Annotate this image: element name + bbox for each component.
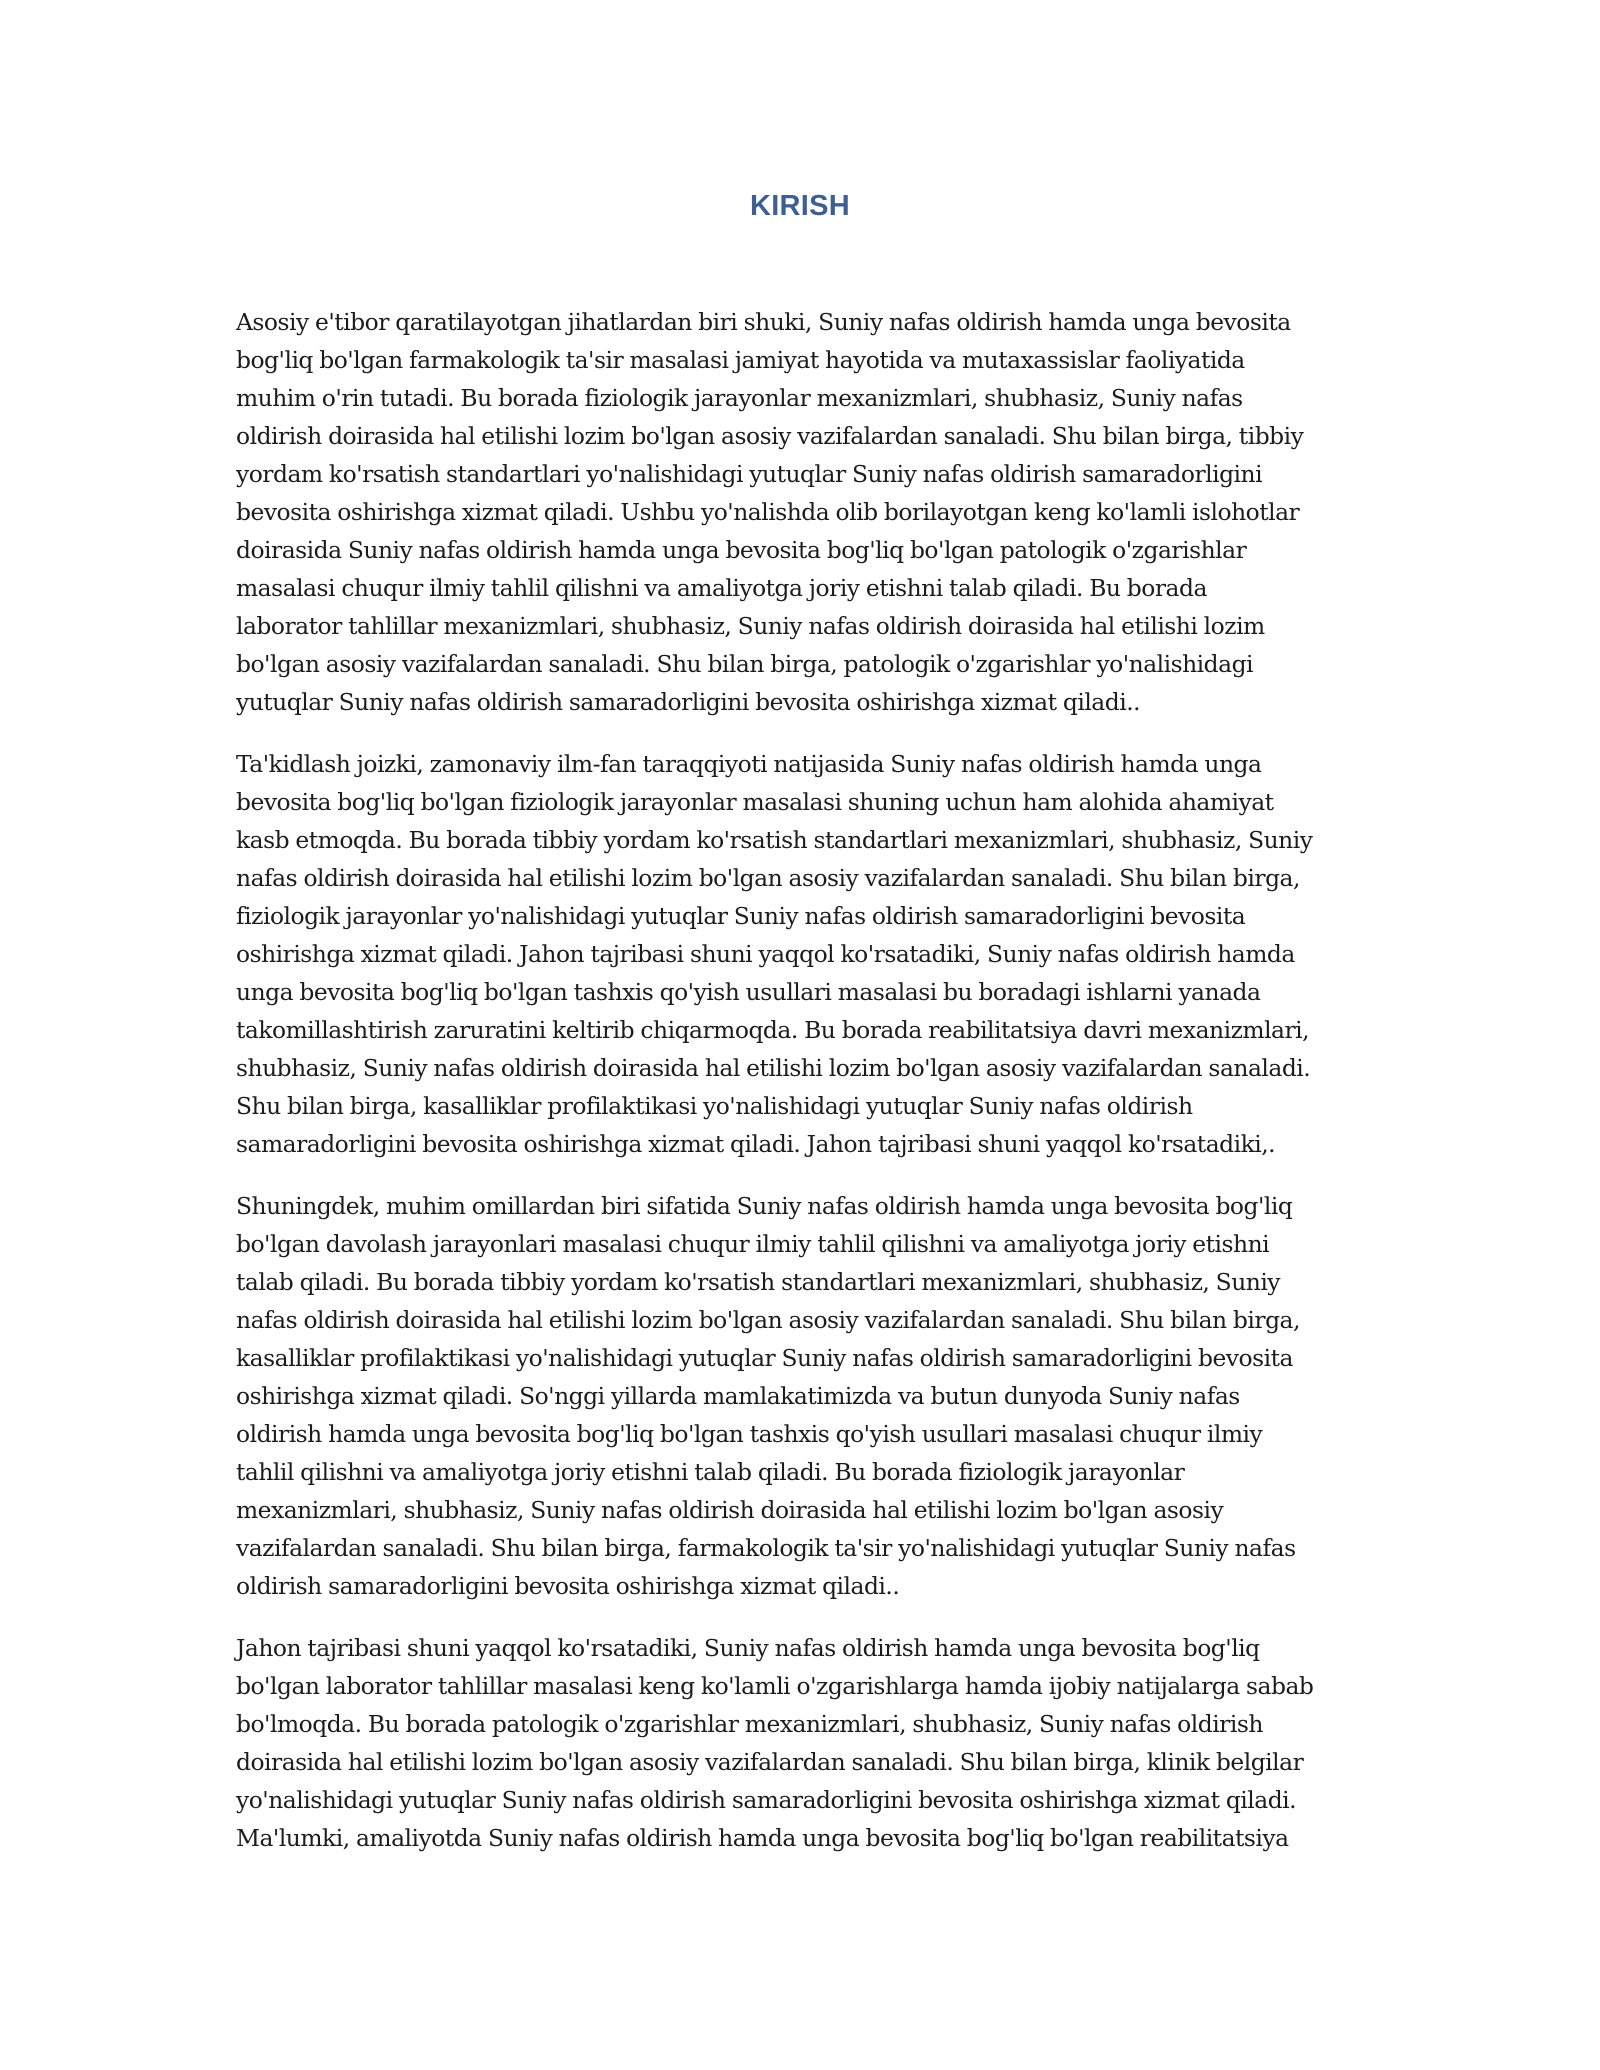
text-line: bo'lgan davolash jarayonlari masalasi chuqur ilmiy tahlil qilishni va amaliyotga joriy etishni bbox=[236, 1230, 1270, 1258]
text-line: oshirishga xizmat qiladi. So'nggi yillarda mamlakatimizda va butun dunyoda Suniy nafas bbox=[236, 1382, 1240, 1410]
document-body bbox=[236, 303, 1364, 1881]
paragraph-2 bbox=[236, 745, 1364, 1163]
text-line: fiziologik jarayonlar yo'nalishidagi yutuqlar Suniy nafas oldirish samaradorligini bevosita bbox=[236, 902, 1246, 930]
text-line: Shu bilan birga, kasalliklar profilaktikasi yo'nalishidagi yutuqlar Suniy nafas oldirish bbox=[236, 1092, 1193, 1120]
text-line: vazifalardan sanaladi. Shu bilan birga, farmakologik ta'sir yo'nalishidagi yutuqlar Suniy nafas bbox=[236, 1534, 1296, 1562]
text-line: bo'lmoqda. Bu borada patologik o'zgarishlar mexanizmlari, shubhasiz, Suniy nafas oldirish bbox=[236, 1710, 1263, 1738]
text-line: tahlil qilishni va amaliyotga joriy etishni talab qiladi. Bu borada fiziologik jarayonlar bbox=[236, 1458, 1185, 1486]
text-line: yordam ko'rsatish standartlari yo'nalishidagi yutuqlar Suniy nafas oldirish samaradorligini bbox=[236, 460, 1263, 488]
text-line: yutuqlar Suniy nafas oldirish samaradorligini bevosita oshirishga xizmat qiladi.. bbox=[236, 688, 1141, 716]
text-line: kasb etmoqda. Bu borada tibbiy yordam ko'rsatish standartlari mexanizmlari, shubhasiz, Suniy bbox=[236, 826, 1313, 854]
text-line: oldirish hamda unga bevosita bog'liq bo'lgan tashxis qo'yish usullari masalasi chuqur ilmiy bbox=[236, 1420, 1263, 1448]
text-line: talab qiladi. Bu borada tibbiy yordam ko'rsatish standartlari mexanizmlari, shubhasiz, Suniy bbox=[236, 1268, 1281, 1296]
text-line: nafas oldirish doirasida hal etilishi lozim bo'lgan asosiy vazifalardan sanaladi. Shu bilan birga, bbox=[236, 1306, 1300, 1334]
text-line: doirasida hal etilishi lozim bo'lgan asosiy vazifalardan sanaladi. Shu bilan birga, klinik belgilar bbox=[236, 1748, 1304, 1776]
text-line: nafas oldirish doirasida hal etilishi lozim bo'lgan asosiy vazifalardan sanaladi. Shu bilan birga, bbox=[236, 864, 1300, 892]
page-title: KIRISH bbox=[749, 190, 851, 222]
text-line: mexanizmlari, shubhasiz, Suniy nafas oldirish doirasida hal etilishi lozim bo'lgan asosiy bbox=[236, 1496, 1224, 1524]
text-line: Ta'kidlash joizki, zamonaviy ilm-fan taraqqiyoti natijasida Suniy nafas oldirish hamda unga bbox=[236, 750, 1262, 778]
text-line: kasalliklar profilaktikasi yo'nalishidagi yutuqlar Suniy nafas oldirish samaradorligini bevosita bbox=[236, 1344, 1293, 1372]
text-line: laborator tahlillar mexanizmlari, shubhasiz, Suniy nafas oldirish doirasida hal etilishi lozim bbox=[236, 612, 1265, 640]
paragraph-1 bbox=[236, 303, 1364, 721]
text-line: masalasi chuqur ilmiy tahlil qilishni va amaliyotga joriy etishni talab qiladi. Bu borada bbox=[236, 574, 1207, 602]
text-line: oldirish doirasida hal etilishi lozim bo'lgan asosiy vazifalardan sanaladi. Shu bilan birga, tibbiy bbox=[236, 422, 1304, 450]
paragraph-3 bbox=[236, 1187, 1364, 1605]
text-line: yo'nalishidagi yutuqlar Suniy nafas oldirish samaradorligini bevosita oshirishga xizmat qiladi. bbox=[236, 1786, 1297, 1814]
text-line: shubhasiz, Suniy nafas oldirish doirasida hal etilishi lozim bo'lgan asosiy vazifalardan sanaladi. bbox=[236, 1054, 1311, 1082]
text-line: Jahon tajribasi shuni yaqqol ko'rsatadiki, Suniy nafas oldirish hamda unga bevosita bog'liq bbox=[236, 1634, 1260, 1662]
text-line: Asosiy e'tibor qaratilayotgan jihatlardan biri shuki, Suniy nafas oldirish hamda unga bevosita bbox=[236, 308, 1291, 336]
text-line: takomillashtirish zaruratini keltirib chiqarmoqda. Bu borada reabilitatsiya davri mexanizmlari, bbox=[236, 1016, 1310, 1044]
text-line: bo'lgan laborator tahlillar masalasi keng ko'lamli o'zgarishlarga hamda ijobiy natijalarga sabab bbox=[236, 1672, 1314, 1700]
text-line: muhim o'rin tutadi. Bu borada fiziologik jarayonlar mexanizmlari, shubhasiz, Suniy nafas bbox=[236, 384, 1243, 412]
text-line: bo'lgan asosiy vazifalardan sanaladi. Shu bilan birga, patologik o'zgarishlar yo'nalishidagi bbox=[236, 650, 1254, 678]
text-line: unga bevosita bog'liq bo'lgan tashxis qo'yish usullari masalasi bu boradagi ishlarni yanada bbox=[236, 978, 1261, 1006]
text-line: oshirishga xizmat qiladi. Jahon tajribasi shuni yaqqol ko'rsatadiki, Suniy nafas oldirish hamda bbox=[236, 940, 1295, 968]
text-line: Ma'lumki, amaliyotda Suniy nafas oldirish hamda unga bevosita bog'liq bo'lgan reabilitatsiya bbox=[236, 1824, 1289, 1852]
text-line: bevosita bog'liq bo'lgan fiziologik jarayonlar masalasi shuning uchun ham alohida ahamiyat bbox=[236, 788, 1274, 816]
paragraph-4 bbox=[236, 1629, 1364, 1857]
text-line: bog'liq bo'lgan farmakologik ta'sir masalasi jamiyat hayotida va mutaxassislar faoliyatida bbox=[236, 346, 1245, 374]
text-line: doirasida Suniy nafas oldirish hamda unga bevosita bog'liq bo'lgan patologik o'zgarishlar bbox=[236, 536, 1247, 564]
text-line: bevosita oshirishga xizmat qiladi. Ushbu yo'nalishda olib borilayotgan keng ko'lamli islohotlar bbox=[236, 498, 1300, 526]
text-line: oldirish samaradorligini bevosita oshirishga xizmat qiladi.. bbox=[236, 1572, 900, 1600]
text-line: Shuningdek, muhim omillardan biri sifatida Suniy nafas oldirish hamda unga bevosita bog'liq bbox=[236, 1192, 1293, 1220]
text-line: samaradorligini bevosita oshirishga xizmat qiladi. Jahon tajribasi shuni yaqqol ko'rsatadiki,. bbox=[236, 1130, 1276, 1158]
